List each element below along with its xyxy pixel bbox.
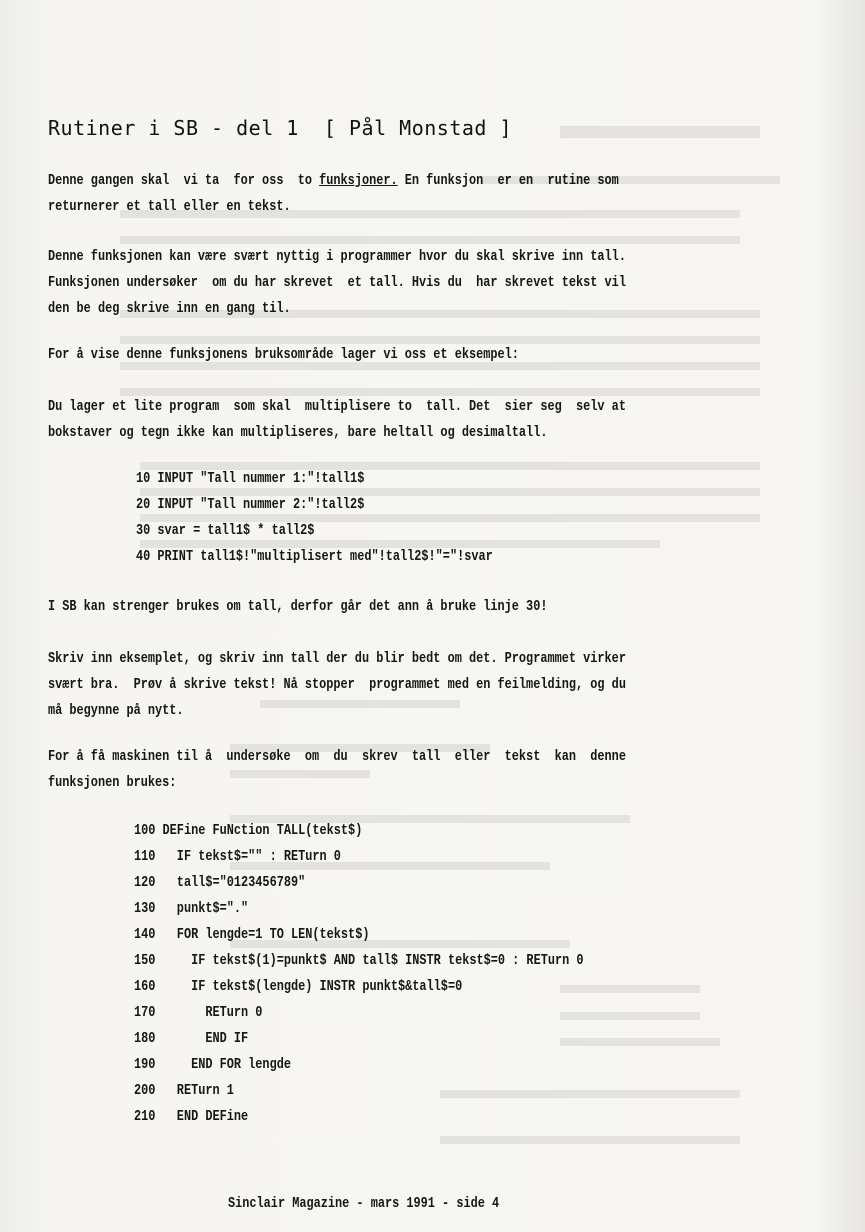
paragraph-line: må begynne på nytt. [48, 703, 184, 719]
underlined-term: funksjoner. [319, 173, 398, 189]
code-line: 180 END IF [134, 1031, 249, 1047]
paragraph-line: bokstaver og tegn ikke kan multipliseres, bare heltall og desimaltall. [48, 425, 548, 441]
code-line: 210 END DEFine [134, 1109, 249, 1125]
paragraph-example-intro [48, 342, 761, 368]
code-line: 40 PRINT tall1$!"multiplisert med"!tall2$!"="!svar [136, 549, 493, 565]
paragraph-purpose [48, 244, 761, 322]
paragraph-line: Denne funksjonen kan være svært nyttig i programmer hvor du skal skrive inn tall. [48, 249, 626, 265]
text-segment: Denne gangen skal vi ta for oss to [48, 173, 320, 189]
paragraph-line: For å få maskinen til å undersøke om du skrev tall eller tekst kan denne [48, 749, 626, 765]
paragraph-line: Skriv inn eksemplet, og skriv inn tall der du blir bedt om det. Programmet virker [48, 651, 626, 667]
paragraph-multiply [48, 394, 761, 446]
paragraph-line: den be deg skrive inn en gang til. [48, 301, 291, 317]
code-line: 30 svar = tall1$ * tall2$ [136, 523, 315, 539]
code-line: 160 IF tekst$(lengde) INSTR punkt$&tall$=0 [134, 979, 463, 995]
code-line: 200 RETurn 1 [134, 1083, 234, 1099]
paragraph-function-intro [48, 744, 761, 796]
article-heading: Rutiner i SB - del 1 [ Pål Monstad ] [48, 116, 513, 140]
code-line: 190 END FOR lengde [134, 1057, 291, 1073]
page-footer: Sinclair Magazine - mars 1991 - side 4 [228, 1196, 500, 1212]
function-program-listing [134, 818, 584, 1130]
code-line: 150 IF tekst$(1)=punkt$ AND tall$ INSTR tekst$=0 : RETurn 0 [134, 953, 584, 969]
code-line: 120 tall$="0123456789" [134, 875, 306, 891]
code-line: 10 INPUT "Tall nummer 1:"!tall1$ [136, 471, 365, 487]
paragraph-line: For å vise denne funksjonens bruksområde lager vi oss et eksempel: [48, 347, 519, 363]
code-line: 140 FOR lengde=1 TO LEN(tekst$) [134, 927, 370, 943]
text-segment: En funksjon er en rutine som [397, 173, 619, 189]
code-line: 110 IF tekst$="" : RETurn 0 [134, 849, 341, 865]
paragraph-strings-note [48, 594, 761, 620]
paragraph-line: returnerer et tall eller en tekst. [48, 199, 291, 215]
paragraph-line: I SB kan strenger brukes om tall, derfor går det ann å bruke linje 30! [48, 599, 548, 615]
code-line: 130 punkt$="." [134, 901, 249, 917]
paragraph-line: svært bra. Prøv å skrive tekst! Nå stopper programmet med en feilmelding, og du [48, 677, 626, 693]
paragraph-try-it [48, 646, 761, 724]
paragraph-line [48, 168, 761, 194]
code-line: 170 RETurn 0 [134, 1005, 263, 1021]
example-program-listing [136, 466, 493, 570]
code-line: 20 INPUT "Tall nummer 2:"!tall2$ [136, 497, 365, 513]
code-line: 100 DEFine FuNction TALL(tekst$) [134, 823, 363, 839]
paragraph-intro [48, 168, 761, 220]
paragraph-line: Funksjonen undersøker om du har skrevet et tall. Hvis du har skrevet tekst vil [48, 275, 626, 291]
paragraph-line: Du lager et lite program som skal multiplisere to tall. Det sier seg selv at [48, 399, 626, 415]
paragraph-line: funksjonen brukes: [48, 775, 177, 791]
